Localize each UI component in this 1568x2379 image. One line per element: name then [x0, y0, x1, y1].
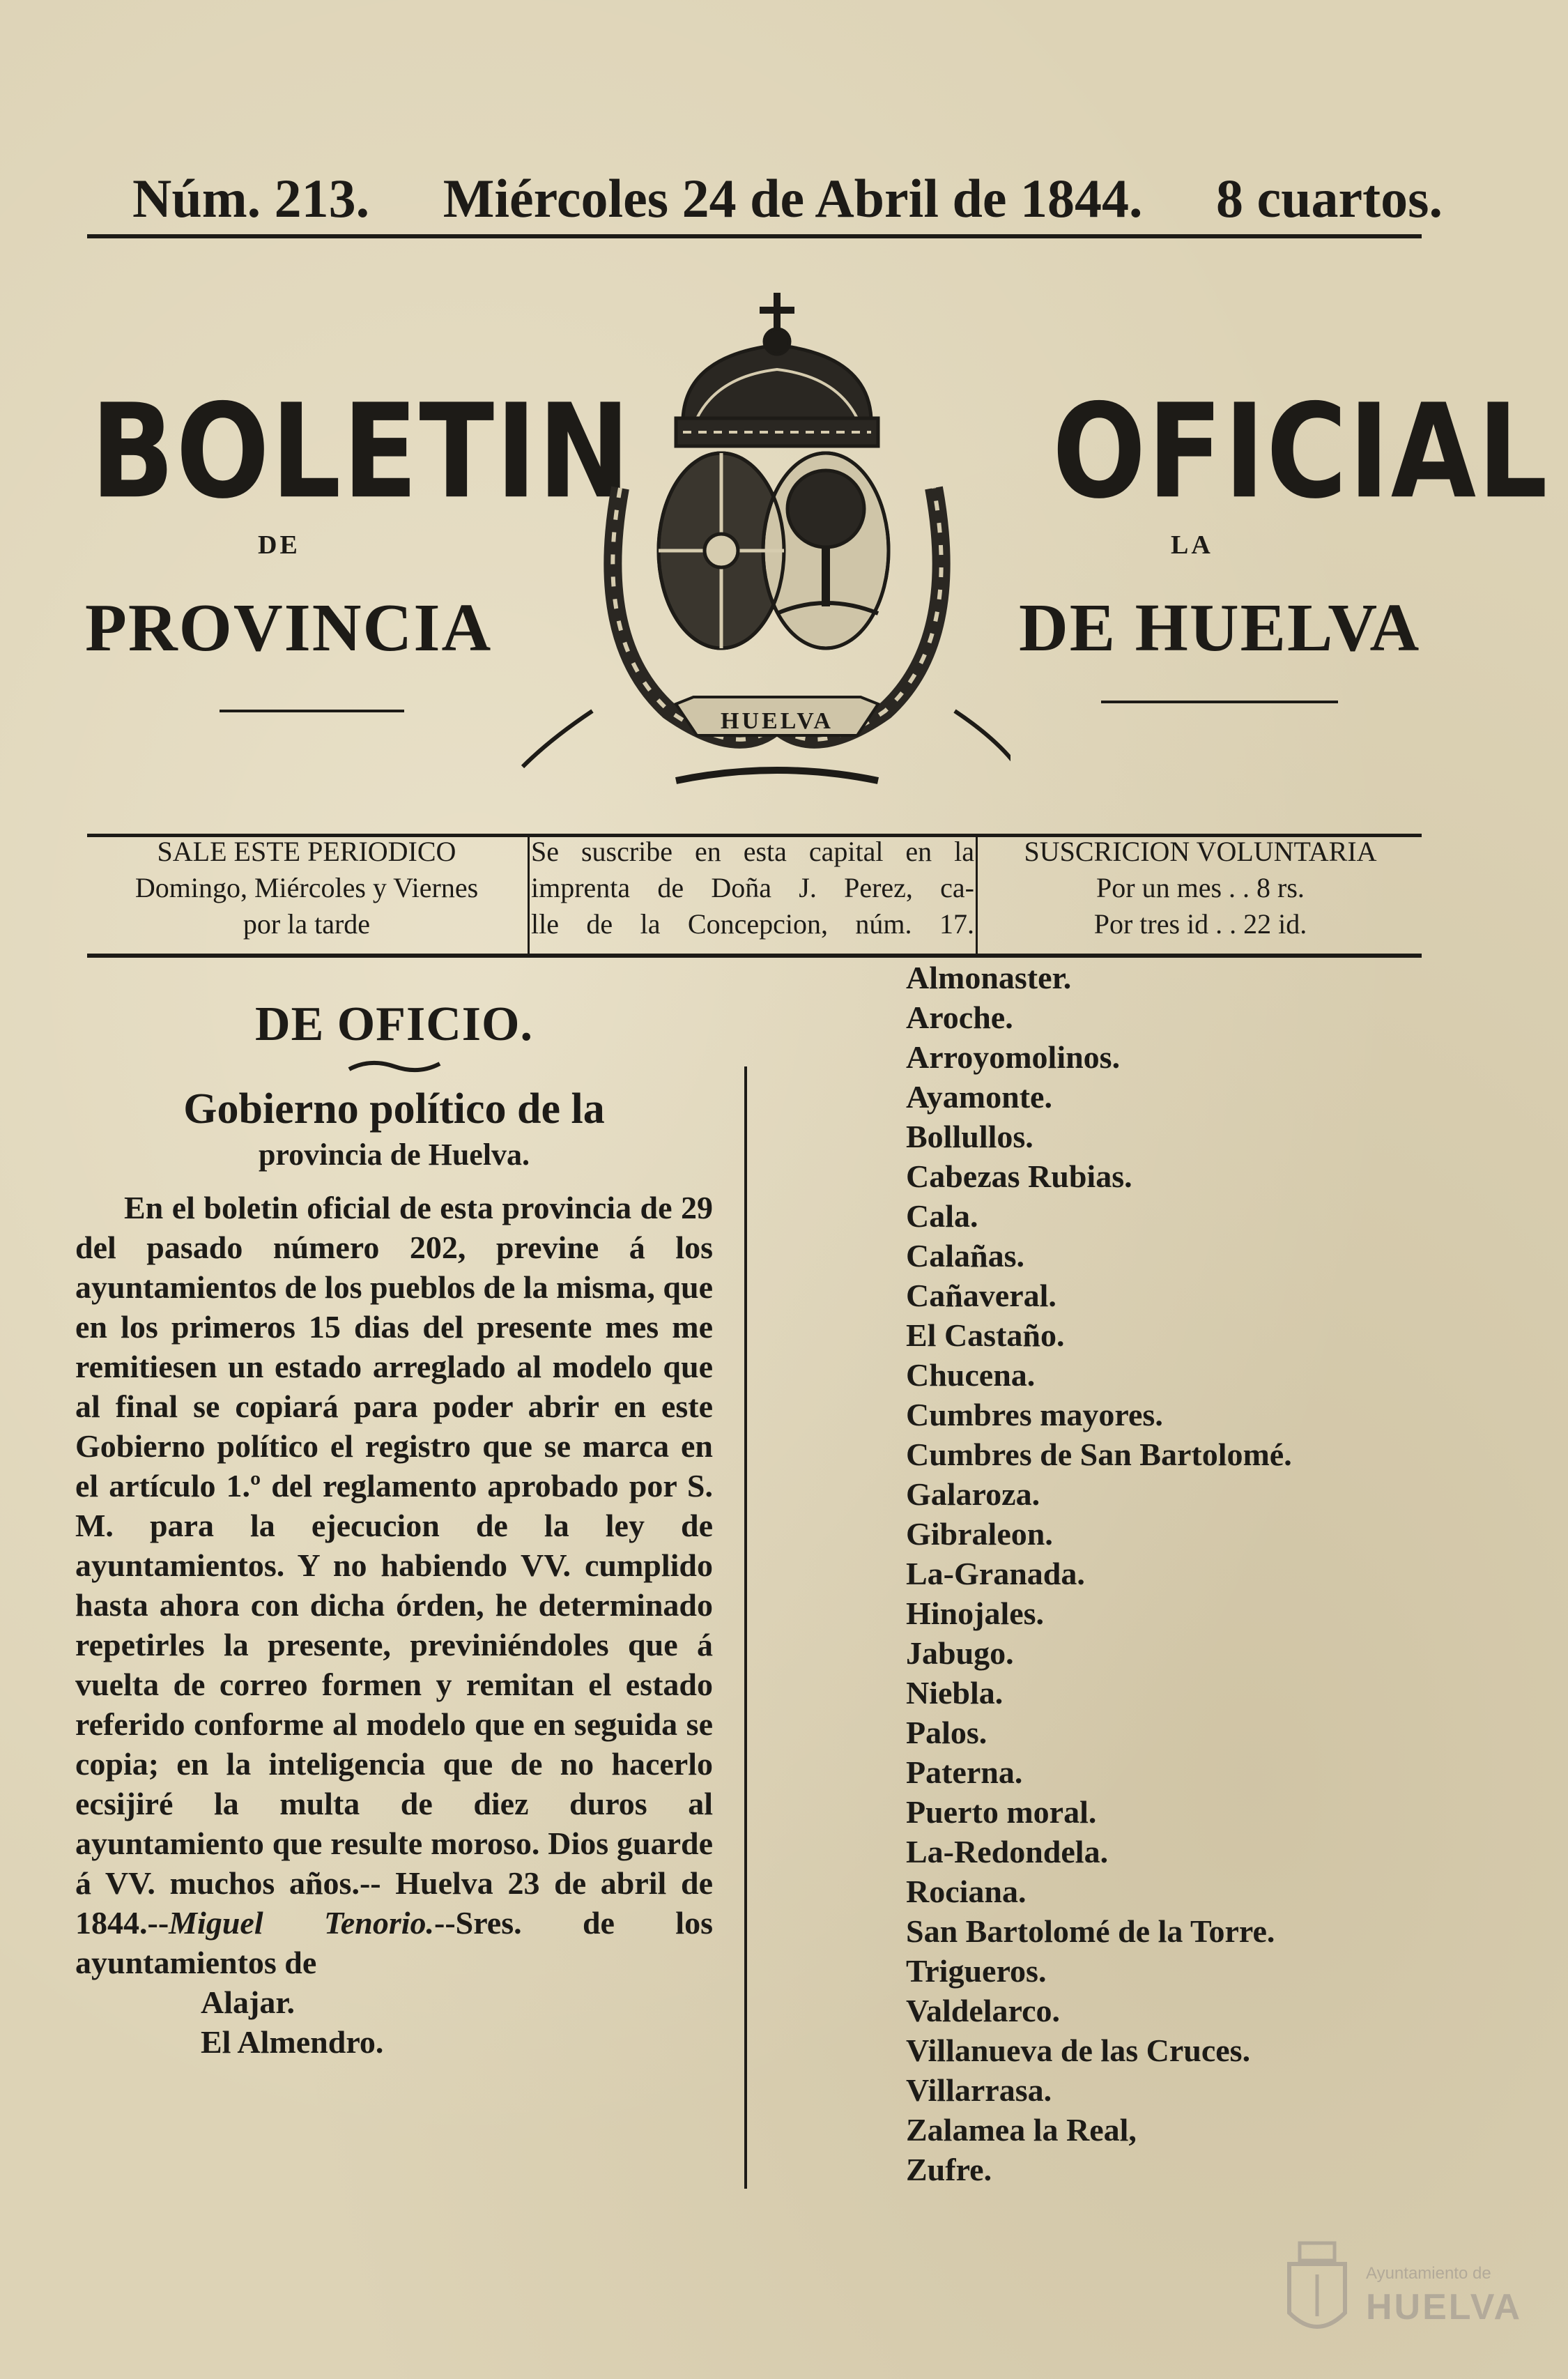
crest-ribbon-text: HUELVA — [721, 708, 833, 734]
list-item: Calañas. — [906, 1238, 1024, 1273]
list-item: Almonaster. — [906, 960, 1072, 995]
subscription-address-box — [531, 834, 974, 951]
list-item: Ayamonte. — [906, 1079, 1052, 1115]
article-column — [75, 962, 713, 2062]
masthead-right-dash — [1101, 701, 1338, 703]
list-item: Zalamea la Real, — [906, 2112, 1137, 2148]
masthead-de-huelva: DE HUELVA — [1019, 590, 1421, 666]
ornament-swirl-icon — [346, 1057, 443, 1076]
info-divider-1 — [528, 834, 530, 954]
info-divider-2 — [976, 834, 978, 954]
list-item: Chucena. — [906, 1357, 1036, 1393]
list-item: Zufre. — [906, 2152, 992, 2187]
list-item: Villanueva de las Cruces. — [906, 2033, 1251, 2068]
address-line-1: Se suscribe en esta capital en la — [531, 836, 974, 867]
list-item: Cabezas Rubias. — [906, 1158, 1132, 1194]
price-quarterly: Por tres id . . 22 id. — [1093, 908, 1307, 940]
list-item: Trigueros. — [906, 1953, 1047, 1989]
list-item: Bollullos. — [906, 1119, 1033, 1154]
schedule-line-1: SALE ESTE PERIODICO — [157, 836, 456, 867]
town-list — [906, 958, 1463, 2189]
signature: Miguel Tenorio. — [169, 1905, 434, 1941]
list-item: La-Redondela. — [906, 1834, 1109, 1869]
list-item: Arroyomolinos. — [906, 1039, 1121, 1075]
list-item: San Bartolomé de la Torre. — [906, 1913, 1275, 1949]
issue-header — [132, 167, 1443, 230]
list-item: Jabugo. — [906, 1635, 1014, 1671]
masthead-provincia: PROVINCIA — [85, 590, 493, 666]
article-title: Gobierno político de la — [183, 1085, 605, 1133]
article-body — [75, 1188, 713, 1982]
header-rule — [87, 234, 1422, 238]
masthead-oficial: OFICIAL — [1052, 376, 1549, 528]
left-town-list — [201, 1982, 713, 2062]
list-item: Hinojales. — [906, 1596, 1045, 1631]
issue-number: Núm. 213. — [132, 168, 370, 229]
masthead-la: LA — [1171, 530, 1213, 560]
crest-watermark-icon — [1275, 2236, 1359, 2341]
list-item: Rociana. — [906, 1874, 1027, 1909]
section-heading: DE OFICIO. — [255, 997, 533, 1051]
archive-watermark — [1275, 2236, 1526, 2341]
coat-of-arms-emblem — [509, 279, 1010, 823]
list-item: Cumbres mayores. — [906, 1397, 1163, 1432]
schedule-box — [87, 834, 526, 951]
list-item: Niebla. — [906, 1675, 1004, 1711]
list-item: Valdelarco. — [906, 1993, 1061, 2028]
list-item: El Castaño. — [906, 1317, 1065, 1353]
masthead-boletin: BOLETIN — [91, 376, 632, 528]
address-line-2: imprenta de Doña J. Perez, ca- — [531, 872, 974, 903]
list-item: Palos. — [906, 1715, 987, 1750]
address-line-3: lle de la Concepcion, núm. 17. — [531, 908, 974, 940]
issue-price: 8 cuartos. — [1216, 168, 1443, 229]
article-body-text: En el boletin oficial de esta provincia de 29 del pasado número 202, previne á los ayuntamientos de los pueblos de la misma, que en los primeros 15 dias del presente mes me remitiesen un estado arreglado al modelo que al final se copiará para poder abrir en este Gobierno político el registro que se marca en el artículo 1.º del reglamento aprobado por S. M. para la ejecucion de la ley de ayuntamientos. Y no habiendo VV. cumplido hasta ahora con dicha órden, he determinado repetirles la presente, previniéndoles que á vuelta de correo formen y remitan el estado referido conforme al modelo que en seguida se copia; en la inteligencia que de no hacerlo ecsijiré la multa de diez duros al ayuntamiento que resulte moroso. Dios guarde á VV. muchos años.-- Huelva 23 de abril de 1844.-- — [75, 1190, 714, 1941]
price-heading: SUSCRICION VOLUNTARIA — [1024, 836, 1377, 867]
list-item: Aroche. — [906, 1000, 1013, 1035]
addressee: --Sres. de los ayuntamientos de — [75, 1905, 713, 1980]
list-item: Gibraleon. — [906, 1516, 1053, 1552]
schedule-line-3: por la tarde — [243, 908, 371, 940]
price-monthly: Por un mes . . 8 rs. — [1096, 872, 1305, 903]
town-alajar: Alajar. — [201, 1984, 295, 2020]
list-item: Paterna. — [906, 1754, 1023, 1790]
masthead-left-dash — [220, 710, 404, 712]
watermark-line-1: Ayuntamiento de — [1366, 2264, 1491, 2283]
town-el-almendro: El Almendro. — [201, 2024, 384, 2060]
column-divider — [744, 1066, 747, 2189]
list-item: Cala. — [906, 1198, 978, 1234]
watermark-line-2: HUELVA — [1366, 2287, 1523, 2327]
list-item: Puerto moral. — [906, 1794, 1097, 1830]
list-item: Cumbres de San Bartolomé. — [906, 1437, 1292, 1472]
subscription-price-box — [979, 834, 1422, 951]
issue-date: Miércoles 24 de Abril de 1844. — [443, 168, 1143, 229]
article-subtitle: provincia de Huelva. — [258, 1138, 530, 1172]
list-item: Cañaveral. — [906, 1278, 1056, 1313]
masthead-de: DE — [258, 530, 300, 560]
list-item: La-Granada. — [906, 1556, 1085, 1591]
ornament-divider — [75, 1057, 713, 1078]
list-item: Galaroza. — [906, 1476, 1040, 1512]
schedule-line-2: Domingo, Miércoles y Viernes — [134, 872, 479, 903]
list-item: Villarrasa. — [906, 2072, 1052, 2108]
